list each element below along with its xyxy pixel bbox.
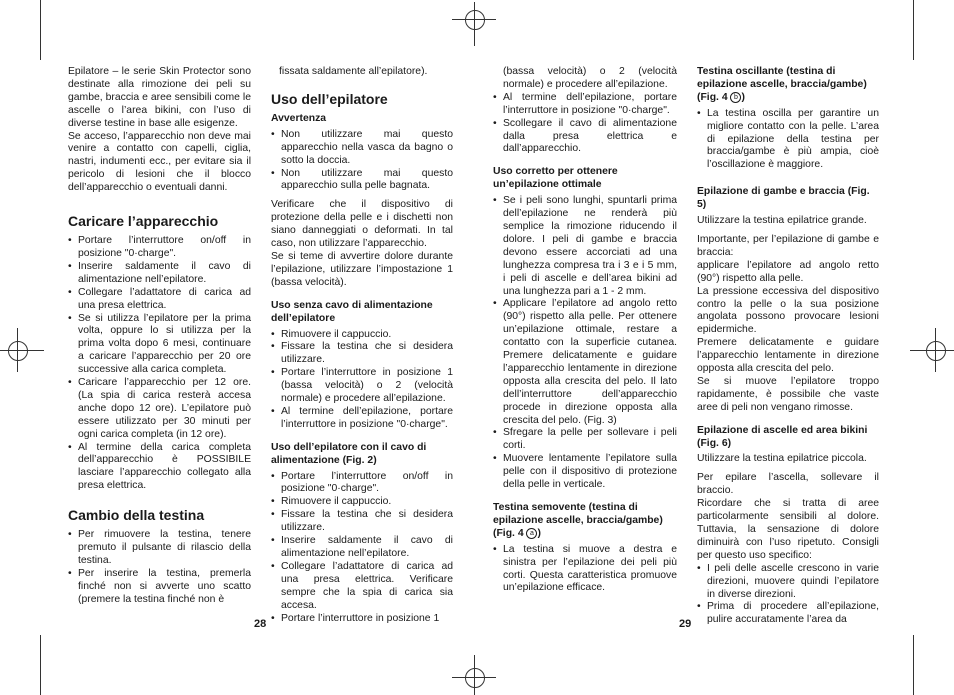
- list-item: • Per rimuovere la testina, tenere premuto il pulsante di rilascio della testina.: [68, 529, 251, 568]
- paragraph: Utilizzare la testina epilatrice piccola.: [697, 453, 867, 465]
- underarm-bikini-title: Epilazione di ascelle ed area bikini (Fig. 6): [697, 424, 868, 449]
- fig-badge-b: b: [730, 92, 741, 103]
- crop-line-left-bottom: [40, 635, 41, 695]
- list-item: • Collegare l’adattatore di carica ad una presa elettrica. Verificare sempre che la spia di carica sia accesa.: [271, 561, 453, 613]
- list-item: • Se i peli sono lunghi, spuntarli prima dell’epilazione ne renderà più semplice la rimozione riducendo il dolore. I peli di gambe e braccia devono essere accorciati ad una lunghezza compresa tra i 3 e i 5 mm, i peli di ascelle e dell’area bikini ad una lunghezza pari a 1 - 2 mm.: [493, 195, 677, 298]
- paragraph: Se si muove l’epilatore troppo rapidamente, è possibile che vaste aree di peli non vengano rimosse.: [697, 375, 879, 413]
- warning-list: [271, 129, 453, 194]
- warning-paragraph: Se acceso, l’apparecchio non deve mai venire a contatto con capelli, ciglia, nastri, indumenti ecc., per evitare sia il pericolo di lesioni che il blocco dell’apparecchio o eventuali danni.: [68, 130, 251, 194]
- list-item: • Se si utilizza l’epilatore per la prima volta, oppure lo si utilizza per la prima volta dopo 6 mesi, continuare a caricare l’apparecchio per 20 ore successive alla carica completa.: [68, 313, 251, 378]
- crop-line-left: [40, 0, 41, 60]
- verify-paragraph: Verificare che il dispositivo di protezione della pelle e i dischetti non siano danneggiati o deformati. In tal caso, non utilizzare l’apparecchio.: [271, 199, 453, 250]
- head-change-list: [68, 529, 251, 606]
- column-4: [697, 66, 879, 633]
- pain-paragraph: Se si teme di avvertire dolore durante l’epilazione, utilizzare l’impostazione 1 (bassa velocità).: [271, 250, 453, 288]
- list-item: • Fissare la testina che si desidera utilizzare.: [271, 341, 453, 367]
- continued-list: [493, 92, 677, 157]
- list-item: • Collegare l’adattatore di carica ad una presa elettrica.: [68, 287, 251, 313]
- page-number-right: 29: [679, 618, 692, 630]
- list-item: • Sfregare la pelle per sollevare i peli corti.: [493, 427, 677, 453]
- corded-title: Uso dell’epilatore con il cavo di alimentazione (Fig. 2): [271, 441, 427, 466]
- crop-line-right: [913, 0, 914, 60]
- crop-line-right-bottom: [913, 635, 914, 695]
- oscillating-head-title: Testina oscillante (testina di epilazione ascelle, braccia/gambe) (Fig. 4 b ): [697, 66, 867, 103]
- list-item: • Muovere lentamente l’epilatore sulla pelle con il dispositivo di protezione della pelle in verticale.: [493, 453, 677, 492]
- heading-head-change: Cambio della testina: [68, 507, 205, 524]
- oscillating-head-list: [697, 108, 879, 173]
- moving-head-title: Testina semovente (testina di epilazione ascelle, braccia/gambe) (Fig. 4 a ): [493, 502, 663, 539]
- list-item: • Rimuovere il cappuccio.: [271, 496, 453, 509]
- list-item: • Portare l’interruttore in posizione 1: [271, 613, 453, 626]
- moving-head-list: [493, 544, 677, 596]
- registration-mark-left: [0, 328, 44, 372]
- list-item: • Al termine della carica completa dell’apparecchio è POSSIBILE lasciare l’apparecchio collegato alla presa elettrica.: [68, 442, 251, 494]
- list-item: • La testina si muove a destra e sinistra per l’epilazione dei peli più corti. Questa caratteristica promuove un’epilazione efficace.: [493, 544, 677, 596]
- paragraph: Per epilare l’ascella, sollevare il braccio.: [697, 472, 879, 497]
- paragraph: Utilizzare la testina epilatrice grande.: [697, 215, 867, 227]
- list-item: • Inserire saldamente il cavo di alimentazione nell’epilatore.: [68, 261, 251, 287]
- list-item: • Applicare l’epilatore ad angolo retto (90°) rispetto alla pelle. Per ottenere un’epilazione ottimale, restare a contatto con la superficie cutanea. Premere delicatamente e guidare l’apparecchio lentamente in direzione opposta alla crescita del pelo. Il lato dell’interruttore dell’apparecchio procede in direzione opposta alla crescita del pelo. (Fig. 3): [493, 298, 677, 427]
- list-item: • Caricare l’apparecchio per 12 ore. (La spia di carica resterà accesa anche dopo 12 ore). L’epilatore può essere utilizzato per 30 minuti per ogni carica completa (in 12 ore).: [68, 377, 251, 442]
- list-item: • Portare l’interruttore on/off in posizione "0·charge".: [271, 471, 453, 497]
- cordless-title: Uso senza cavo di alimentazione dell’epilatore: [271, 299, 433, 324]
- continued-text: fissata saldamente all’epilatore).: [279, 66, 428, 77]
- list-item: • Portare l’interruttore on/off in posizione "0·charge".: [68, 235, 251, 261]
- paragraph: Importante, per l’epilazione di gambe e braccia:: [697, 233, 879, 258]
- warning-title: Avvertenza: [271, 112, 327, 124]
- charging-list: [68, 235, 251, 493]
- paragraph: applicare l’epilatore ad angolo retto (90°) rispetto alla pelle.: [697, 259, 879, 284]
- list-item: • Portare l’interruttore in posizione 1 (bassa velocità) o 2 (velocità normale) e procedere all’epilazione.: [271, 367, 453, 406]
- registration-mark-bottom: [452, 655, 496, 695]
- cordless-list: [271, 329, 453, 432]
- column-2: [271, 66, 453, 631]
- page-number-left: 28: [254, 618, 267, 630]
- list-item: • Scollegare il cavo di alimentazione dalla presa elettrica e dall’apparecchio.: [493, 118, 677, 157]
- list-item: • Non utilizzare mai questo apparecchio sulla pelle bagnata.: [271, 168, 453, 194]
- corded-list: [271, 471, 453, 626]
- list-item: • Inserire saldamente il cavo di alimentazione nell’epilatore.: [271, 535, 453, 561]
- list-item: • Per inserire la testina, premerla finché non si avverte uno scatto (premere la testina finché non è: [68, 568, 251, 607]
- legs-arms-title: Epilazione di gambe e braccia (Fig. 5): [697, 186, 870, 211]
- list-item: • Al termine dell’epilazione, portare l’interruttore in posizione "0·charge".: [271, 406, 453, 432]
- list-item: • La testina oscilla per garantire un migliore contatto con la pelle. L’area di epilazione della testina per braccia/gambe è più ampia, cioè l’oscillazione è maggiore.: [697, 108, 879, 173]
- intro-paragraph: Epilatore – le serie Skin Protector sono destinate alla rimozione dei peli su gambe, braccia e aree sensibili come le ascelle o l’area bikini, con l’uso di diverse testine in base alle esigenze.: [68, 66, 251, 129]
- optimal-use-title: Uso corretto per ottenere un’epilazione ottimale: [493, 166, 618, 191]
- list-item: • Prima di procedere all’epilazione, pulire accuratamente l’area da: [697, 601, 879, 627]
- list-item: • Fissare la testina che si desidera utilizzare.: [271, 509, 453, 535]
- continued-text: (bassa velocità) o 2 (velocità normale) e procedere all’epilazione.: [503, 66, 677, 90]
- fig-badge-a: a: [526, 528, 537, 539]
- column-1: [68, 66, 251, 613]
- list-item: • I peli delle ascelle crescono in varie direzioni, muovere quindi l’epilatore in diverse direzioni.: [697, 563, 879, 602]
- paragraph: Premere delicatamente e guidare l’apparecchio lentamente in direzione opposta alla crescita del pelo.: [697, 337, 879, 375]
- optimal-use-list: [493, 195, 677, 492]
- list-item: • Al termine dell’epilazione, portare l’interruttore in posizione "0·charge".: [493, 92, 677, 118]
- underarm-bikini-list: [697, 563, 879, 628]
- registration-mark-top: [452, 2, 496, 46]
- paragraph: Ricordare che si tratta di aree particolarmente sensibili al dolore. Tuttavia, la sensazione di dolore diminuirà con l’uso ripetuto. Consigli per questo uso specifico:: [697, 498, 879, 561]
- paragraph: La pressione eccessiva del dispositivo contro la pelle o la sua posizione angolata possono provocare lesioni epidermiche.: [697, 285, 879, 336]
- list-item: • Non utilizzare mai questo apparecchio nella vasca da bagno o sotto la doccia.: [271, 129, 453, 168]
- registration-mark-right: [910, 328, 954, 372]
- list-item: • Rimuovere il cappuccio.: [271, 329, 453, 342]
- heading-charging: Caricare l’apparecchio: [68, 213, 219, 230]
- column-3: [493, 66, 677, 601]
- heading-use: Uso dell’epilatore: [271, 90, 388, 107]
